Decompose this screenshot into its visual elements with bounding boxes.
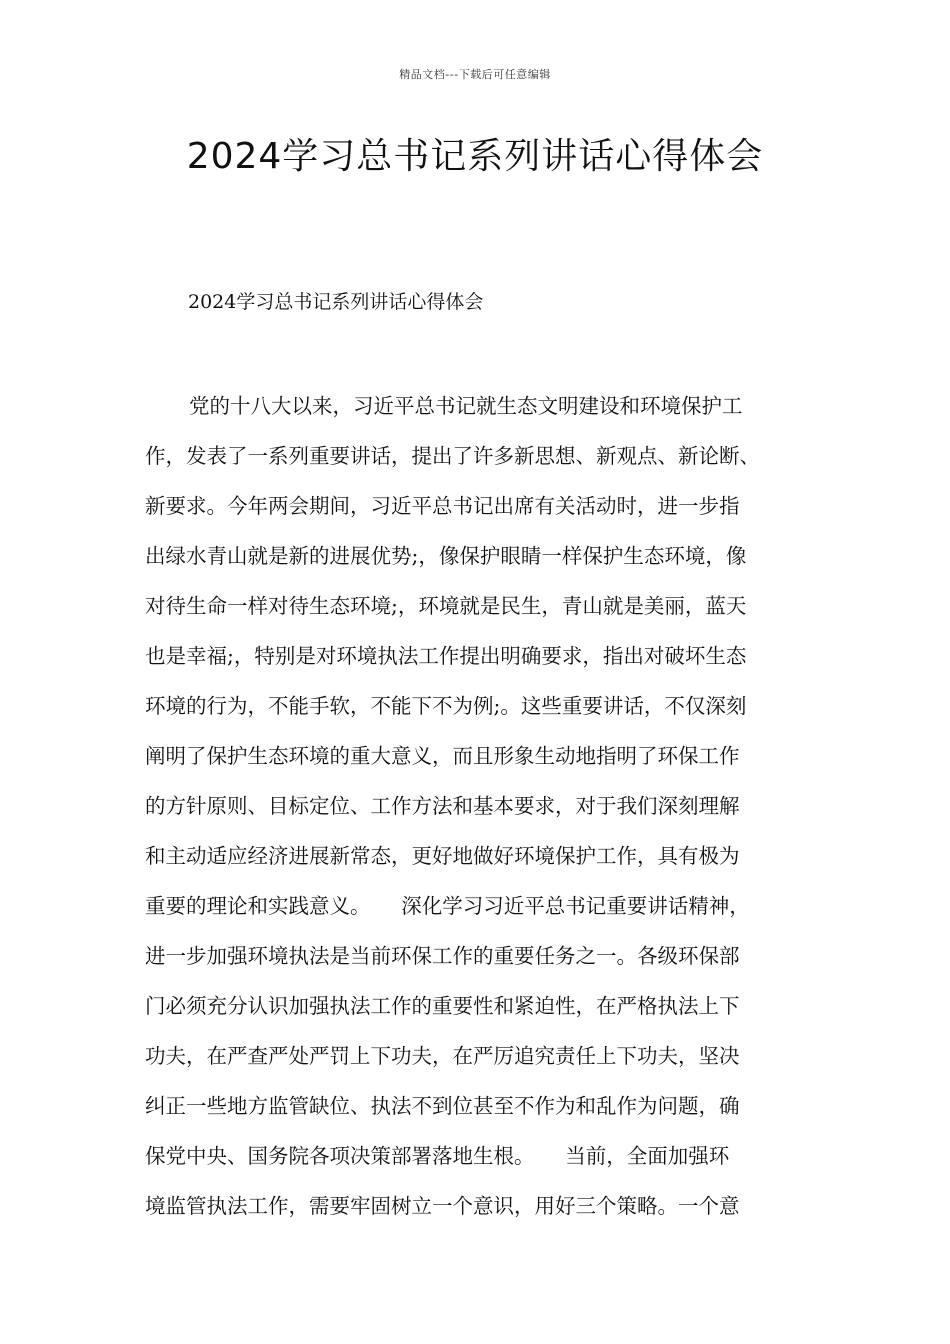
body-line: 门必须充分认识加强执法工作的重要性和紧迫性，在严格执法上下 bbox=[145, 994, 740, 1018]
document-title: 2024学习总书记系列讲话心得体会 bbox=[186, 136, 764, 177]
body-line: 作，发表了一系列重要讲话，提出了许多新思想、新观点、新论断、 bbox=[145, 444, 760, 468]
header-note: 精品文档---下载后可任意编辑 bbox=[399, 68, 551, 81]
body-paragraph bbox=[145, 381, 825, 1231]
body-line: 出绿水青山就是新的进展优势;，像保护眼睛一样保护生态环境，像 bbox=[145, 544, 747, 568]
body-line: 对待生命一样对待生态环境;，环境就是民生，青山就是美丽，蓝天 bbox=[145, 594, 747, 618]
body-line: 境监管执法工作，需要牢固树立一个意识，用好三个策略。一个意 bbox=[145, 1194, 740, 1218]
body-line: 也是幸福;，特别是对环境执法工作提出明确要求，指出对破坏生态 bbox=[145, 644, 747, 668]
body-line: 重要的理论和实践意义。 深化学习习近平总书记重要讲话精神， bbox=[145, 894, 750, 918]
body-line: 阐明了保护生态环境的重大意义，而且形象生动地指明了环保工作 bbox=[145, 744, 740, 768]
body-line: 功夫，在严查严处严罚上下功夫，在严厉追究责任上下功夫，坚决 bbox=[145, 1044, 740, 1068]
body-line: 的方针原则、目标定位、工作方法和基本要求，对于我们深刻理解 bbox=[145, 794, 740, 818]
body-line: 进一步加强环境执法是当前环保工作的重要任务之一。各级环保部 bbox=[145, 944, 740, 968]
body-line: 纠正一些地方监管缺位、执法不到位甚至不作为和乱作为问题，确 bbox=[145, 1094, 740, 1118]
document-subtitle: 2024学习总书记系列讲话心得体会 bbox=[188, 291, 484, 313]
body-line: 和主动适应经济进展新常态，更好地做好环境保护工作，具有极为 bbox=[145, 844, 740, 868]
body-line: 新要求。今年两会期间，习近平总书记出席有关活动时，进一步指 bbox=[145, 494, 740, 518]
body-line: 保党中央、国务院各项决策部署落地生根。 当前，全面加强环 bbox=[145, 1144, 730, 1168]
body-line: 党的十八大以来，习近平总书记就生态文明建设和环境保护工 bbox=[189, 394, 743, 418]
body-line: 环境的行为，不能手软，不能下不为例;。这些重要讲话，不仅深刻 bbox=[145, 694, 747, 718]
